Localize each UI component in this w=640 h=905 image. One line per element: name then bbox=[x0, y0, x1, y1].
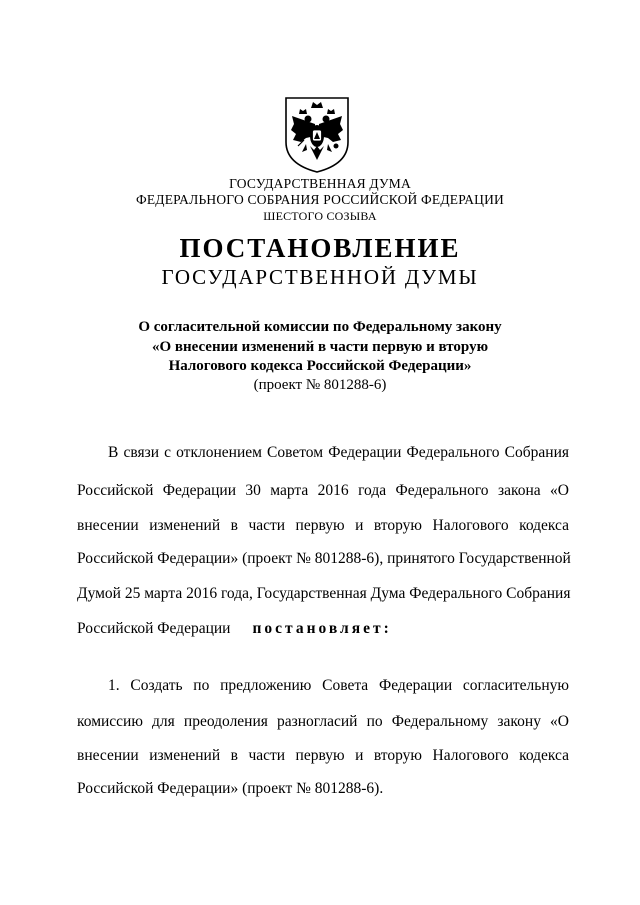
project-number: (проект № 801288-6) bbox=[253, 377, 387, 393]
para2-line: Российской Федерации» (проект № 801288-6). bbox=[77, 780, 384, 797]
convocation-line: ШЕСТОГО СОЗЫВА bbox=[263, 209, 377, 223]
para2-line: комиссию для преодоления разногласий по Федеральному закону «О bbox=[77, 713, 569, 730]
subject-line-2: «О внесении изменений в части первую и вторую bbox=[151, 339, 489, 355]
para1-line: внесении изменений в части первую и вторую Налогового кодекса bbox=[77, 517, 569, 534]
para2-line: внесении изменений в части первую и вторую Налогового кодекса bbox=[77, 747, 569, 764]
subject-line-3: Налогового кодекса Российской Федерации» bbox=[168, 358, 472, 374]
para1-line: Российской Федерации 30 марта 2016 года Федерального закона «О bbox=[77, 482, 569, 499]
document-title: ПОСТАНОВЛЕНИЕ bbox=[179, 233, 461, 263]
para2-line: 1. Создать по предложению Совета Федерации согласительную bbox=[108, 677, 569, 694]
document-subtitle: ГОСУДАРСТВЕННОЙ ДУМЫ bbox=[161, 265, 479, 289]
para1-line: Российской Федерации» (проект № 801288-6), принятого Государственной bbox=[77, 550, 571, 567]
para1-line: Думой 25 марта 2016 года, Государственная Дума Федерального Собрания bbox=[77, 585, 571, 602]
org-name-line-1: ГОСУДАРСТВЕННАЯ ДУМА bbox=[229, 176, 411, 191]
subject-line-1: О согласительной комиссии по Федеральному закону bbox=[138, 319, 502, 335]
para1-last-text: Российской Федерации bbox=[77, 620, 231, 637]
decree-word: постановляет: bbox=[252, 620, 392, 637]
para1-final-line bbox=[77, 619, 569, 639]
para1-line: В связи с отклонением Советом Федерации Федерального Собрания bbox=[108, 444, 569, 461]
org-name-line-2: ФЕДЕРАЛЬНОГО СОБРАНИЯ РОССИЙСКОЙ ФЕДЕРАЦИИ bbox=[136, 192, 504, 207]
russian-coat-of-arms-emblem bbox=[282, 94, 352, 174]
